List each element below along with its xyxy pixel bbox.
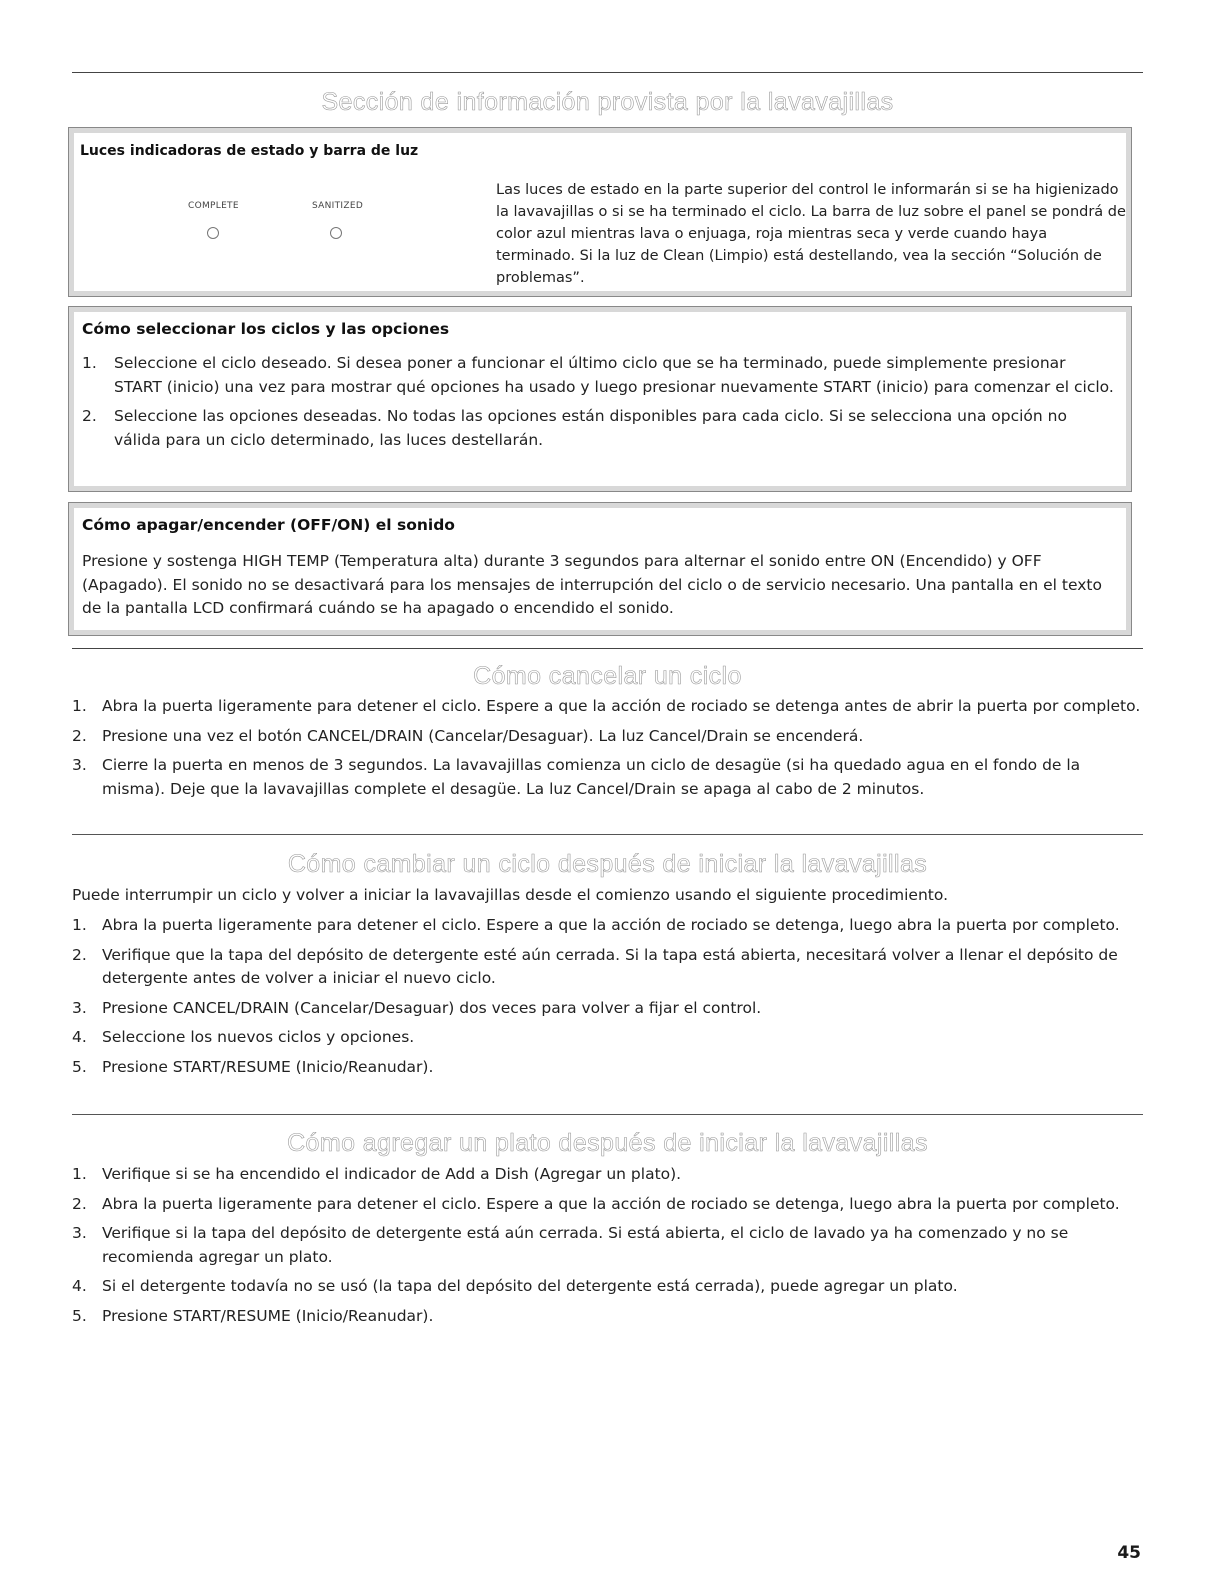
section-title-change: Cómo cambiar un ciclo después de iniciar la lavavajillas xyxy=(287,850,928,878)
cycles-panel xyxy=(68,306,1132,492)
add-list xyxy=(72,1163,1143,1334)
page-number: 45 xyxy=(1117,1543,1141,1563)
status-panel-heading: Luces indicadoras de estado y barra de luz xyxy=(80,143,419,159)
list-item-number: 2. xyxy=(82,407,97,425)
list-item-text: Abra la puerta ligeramente para detener el ciclo. Espere a que la acción de rociado se detenga, luego abra la puerta por completo. xyxy=(102,1194,1120,1213)
top-rule xyxy=(72,72,1143,73)
list-item-text: Verifique si la tapa del depósito de detergente está aún cerrada. Si está abierta, el ciclo de lavado ya ha comenzado y no se recomienda agregar un plato. xyxy=(102,1224,1069,1266)
list-item xyxy=(72,1026,1143,1050)
list-item xyxy=(72,997,1143,1021)
list-item-number: 1. xyxy=(82,354,97,372)
list-item-text: Abra la puerta ligeramente para detener el ciclo. Espere a que la acción de rociado se detenga, luego abra la puerta por completo. xyxy=(102,916,1120,934)
list-item-text: Seleccione los nuevos ciclos y opciones. xyxy=(102,1028,415,1046)
cycles-panel-heading: Cómo seleccionar los ciclos y las opciones xyxy=(82,320,450,338)
section-title-add: Cómo agregar un plato después de iniciar la lavavajillas xyxy=(287,1129,928,1157)
list-item xyxy=(72,725,1143,749)
list-item xyxy=(72,695,1143,719)
list-item-number: 3. xyxy=(72,1224,87,1242)
sanitized-light-icon xyxy=(330,227,342,239)
cancel-list xyxy=(72,695,1143,807)
list-item-text: Presione una vez el botón CANCEL/DRAIN (Cancelar/Desaguar). La luz Cancel/Drain se encenderá. xyxy=(102,726,864,745)
list-item xyxy=(72,944,1143,991)
list-item-number: 1. xyxy=(72,1165,87,1183)
list-item xyxy=(72,914,1143,938)
list-item-text: Seleccione las opciones deseadas. No todas las opciones están disponibles para cada ciclo. Si se selecciona una opción no válida para un ciclo determinado, las luces destellarán. xyxy=(114,407,1067,449)
cycles-list xyxy=(82,352,1116,452)
cancel-section-rule xyxy=(72,648,1143,649)
list-item xyxy=(72,754,1143,801)
list-item-number: 5. xyxy=(72,1306,87,1325)
list-item-text: Verifique que la tapa del depósito de detergente esté aún cerrada. Si la tapa está abierta, necesitará volver a llenar el depósito de detergente antes de volver a iniciar el nuevo ciclo. xyxy=(102,945,1118,987)
change-section-intro: Puede interrumpir un ciclo y volver a iniciar la lavavajillas desde el comienzo usando el siguiente procedimiento. xyxy=(72,886,948,904)
list-item-number: 2. xyxy=(72,1194,87,1213)
indicator-label-sanitized: SANITIZED xyxy=(312,201,364,211)
sound-panel-heading: Cómo apagar/encender (OFF/ON) el sonido xyxy=(82,516,455,534)
list-item xyxy=(82,352,1116,399)
list-item-number: 4. xyxy=(72,1277,87,1295)
list-item xyxy=(72,1222,1143,1269)
list-item-number: 2. xyxy=(72,945,87,964)
list-item-number: 3. xyxy=(72,756,87,774)
list-item-number: 2. xyxy=(72,726,87,745)
list-item-text: Seleccione el ciclo deseado. Si desea poner a funcionar el último ciclo que se ha terminado, puede simplemente presionar START (inicio) una vez para mostrar qué opciones ha usado y luego presionar nuevamente START (inicio) para comenzar el ciclo. xyxy=(114,354,1114,396)
section-title-info: Sección de información provista por la lavavajillas xyxy=(321,88,894,116)
list-item-number: 1. xyxy=(72,697,87,715)
list-item-text: Si el detergente todavía no se usó (la tapa del depósito del detergente está cerrada), puede agregar un plato. xyxy=(102,1277,958,1295)
sound-panel xyxy=(68,502,1132,636)
list-item xyxy=(72,1305,1143,1329)
sound-panel-body: Presione y sostenga HIGH TEMP (Temperatura alta) durante 3 segundos para alternar el sonido entre ON (Encendido) y OFF (Apagado). El sonido no se desactivará para los mensajes de interrupción del ciclo o de servicio necesario. Una pantalla en el texto de la pantalla LCD confirmará cuándo se ha apagado o encendido el sonido. xyxy=(82,552,1102,617)
change-section-rule xyxy=(72,834,1143,835)
status-lights-panel xyxy=(68,127,1132,297)
list-item xyxy=(82,405,1116,452)
list-item-number: 4. xyxy=(72,1028,87,1046)
list-item-text: Presione START/RESUME (Inicio/Reanudar). xyxy=(102,1057,434,1076)
section-title-cancel: Cómo cancelar un ciclo xyxy=(473,662,742,690)
list-item-text: Presione START/RESUME (Inicio/Reanudar). xyxy=(102,1306,434,1325)
list-item-number: 1. xyxy=(72,916,87,934)
list-item-text: Cierre la puerta en menos de 3 segundos. La lavavajillas comienza un ciclo de desagüe (si ha quedado agua en el fondo de la misma). Deje que la lavavajillas complete el desagüe. La luz Cancel/Drain se apaga al cabo de 2 minutos. xyxy=(102,756,1081,798)
list-item xyxy=(72,1163,1143,1187)
list-item-number: 5. xyxy=(72,1057,87,1076)
complete-light-icon xyxy=(207,227,219,239)
list-item-text: Verifique si se ha encendido el indicador de Add a Dish (Agregar un plato). xyxy=(102,1165,682,1183)
list-item xyxy=(72,1193,1143,1217)
list-item xyxy=(72,1056,1143,1080)
add-section-rule xyxy=(72,1114,1143,1115)
change-list xyxy=(72,914,1143,1085)
list-item-text: Abra la puerta ligeramente para detener el ciclo. Espere a que la acción de rociado se detenga antes de abrir la puerta por completo. xyxy=(102,697,1141,715)
status-panel-body: Las luces de estado en la parte superior del control le informarán si se ha higienizado la lavavajillas o si se ha terminado el ciclo. La barra de luz sobre el panel se pondrá de color azul mientras lava o enjuaga, roja mientras seca y verde cuando haya terminado. Si la luz de Clean (Limpio) está destellando, vea la sección “Solución de problemas”. xyxy=(496,182,1126,286)
list-item-text: Presione CANCEL/DRAIN (Cancelar/Desaguar) dos veces para volver a fijar el control. xyxy=(102,998,762,1017)
list-item xyxy=(72,1275,1143,1299)
list-item-number: 3. xyxy=(72,998,87,1017)
indicator-label-complete: COMPLETE xyxy=(188,201,239,211)
